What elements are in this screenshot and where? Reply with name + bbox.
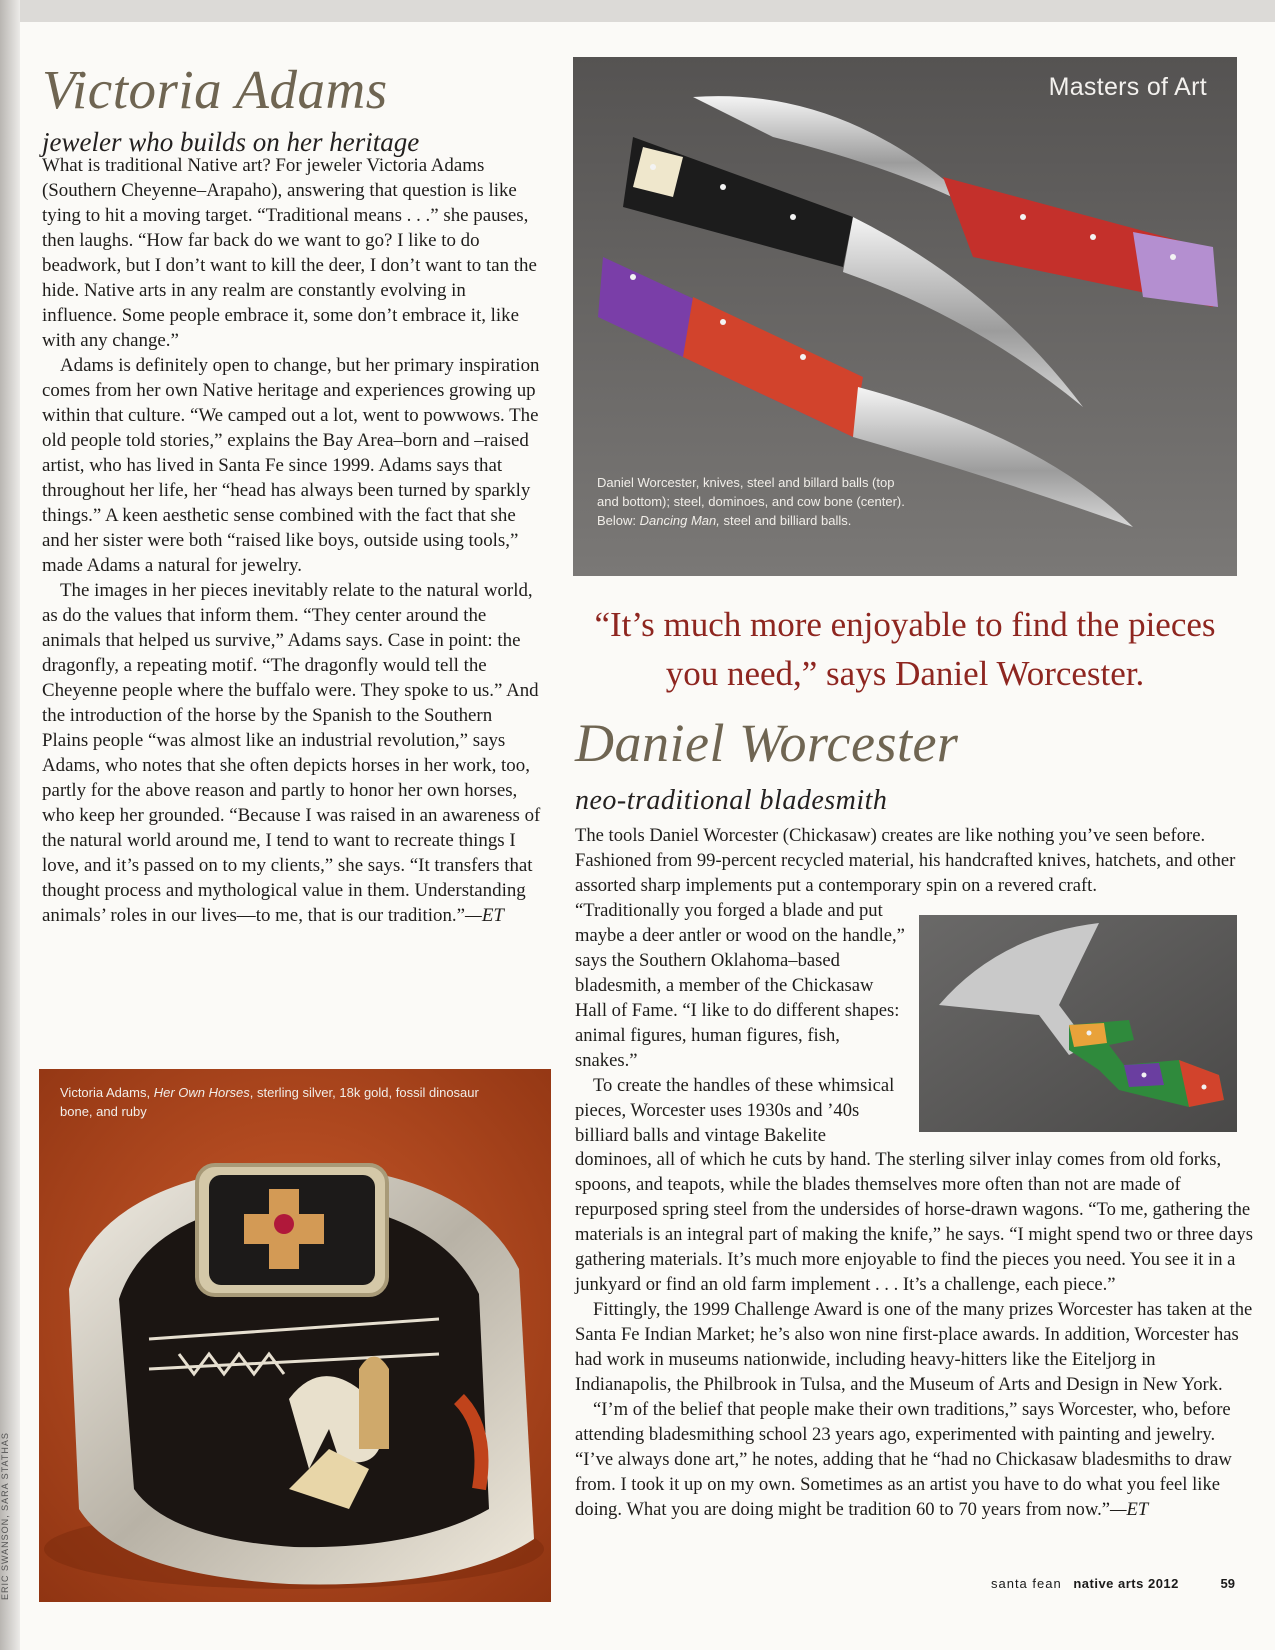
paragraph-text: “I’m of the belief that people make their own traditions,” says Worcester, who, before attending bladesmithing school 23 years ago, experimented with painting and jewelry. “I’ve always done art,” he notes, adding that he “had no Chickasaw bladesmiths to draw from. I took it up on my own. Sometimes as an artist you have to do what you feel like doing. What you are doing might be tradition 60 to 70 years from now.” [575, 1399, 1232, 1520]
caption-line: and bottom); steel, dominoes, and cow bone (center). [597, 494, 905, 509]
paragraph: To create the handles of these whimsical pieces, Worcester uses 1930s and ’40s billiard balls and vintage Bakelite [575, 1075, 895, 1146]
paragraph: What is traditional Native art? For jeweler Victoria Adams (Southern Cheyenne–Arapaho), answering that question is like tying to hit a moving target. “Traditional means . . .” she pauses, then laughs. “How far back do we want to go? I like to do beadwork, but I don’t want to kill the deer, I don’t want to tan the hide. Native arts in any realm are constantly evolving in influence. Some people embrace it, some don’t embrace it, like with any change.” [42, 155, 537, 351]
caption-text: Below: [597, 513, 640, 528]
artist-subtitle: neo-traditional bladesmith [575, 785, 888, 816]
hatchet-illustration [919, 915, 1237, 1132]
photo-caption-bracelet [60, 1083, 500, 1121]
artist-subtitle: jeweler who builds on her heritage [42, 127, 420, 157]
artwork-title: Dancing Man, [639, 513, 720, 528]
paragraph [575, 1397, 1255, 1522]
page-number: 59 [1220, 1576, 1235, 1591]
paragraph [42, 578, 542, 928]
caption-line: Daniel Worcester, knives, steel and billard balls (top [597, 475, 895, 490]
article-body-right-wrap [575, 898, 905, 1148]
issue-name: native arts 2012 [1073, 1576, 1179, 1591]
bracelet-photo [39, 1069, 551, 1602]
article-body-right-bottom [575, 1147, 1255, 1522]
artist-name-heading: Daniel Worcester [575, 713, 959, 773]
pull-quote: “It’s much more enjoyable to find the pieces you need,” says Daniel Worcester. [594, 605, 1216, 693]
paragraph: “Traditionally you forged a blade and put maybe a deer antler or wood on the handle,” says the Southern Oklahoma–based bladesmith, a member of the Chickasaw Hall of Fame. “I like to do different shapes: animal figures, human figures, fish, snakes.” [575, 900, 905, 1071]
knives-photo [573, 57, 1237, 576]
article-body-right-top [575, 823, 1255, 898]
page-top-band [0, 0, 1275, 22]
publication-name: santa fean [990, 1576, 1062, 1591]
page-spine-shadow [0, 0, 20, 1650]
paragraph-text: The images in her pieces inevitably relate to the natural world, as do the values that inform them. “They center around the animals that helped us survive,” Adams says. Case in point: the dragonfly, a repeating motif. “The dragonfly would tell the Cheyenne people where the buffalo were. They spoke to us.” And the introduction of the horse by the Spanish to the Southern Plains people “was almost like an industrial revolution,” says Adams, who notes that she often depicts horses in her work, too, partly for the above reason and partly to honor her own horses, who keep her grounded. “Because I was raised in an awareness of the natural world around me, I tend to want to recreate things I love, and it’s passed on to my clients,” she says. “It transfers that thought process and mythological value in them. Understanding animals’ roles in our lives—to me, that is our tradition.” [42, 580, 541, 926]
author-signature: —ET [1109, 1499, 1149, 1520]
paragraph: The tools Daniel Worcester (Chickasaw) creates are like nothing you’ve seen before. Fashioned from 99-percent recycled material, his handcrafted knives, hatchets, and other assorted sharp implements put a contemporary spin on a revered craft. [575, 825, 1236, 896]
article-body-left [42, 153, 542, 928]
page-footer [991, 1576, 1235, 1591]
caption-line [597, 511, 1057, 530]
artwork-title: Her Own Horses [153, 1085, 250, 1100]
section-masthead: Masters of Art [1048, 73, 1207, 101]
artist-name-heading: Victoria Adams [42, 59, 388, 120]
bracelet-illustration [39, 1069, 551, 1602]
dancing-man-photo [919, 915, 1237, 1132]
caption-text: steel and billiard balls. [719, 513, 852, 528]
caption-text: Victoria Adams, [60, 1085, 154, 1100]
paragraph: Fittingly, the 1999 Challenge Award is one of the many prizes Worcester has taken at the Santa Fe Indian Market; he’s also won nine first-place awards. In addition, Worcester has had work in museums nationwide, including heavy-hitters like the Eiteljorg in Indianapolis, the Philbrook in Tulsa, and the Museum of Arts and Design in New York. [575, 1299, 1253, 1395]
caption-text: , sterling silver, 18k gold, fossil dinosaur bone, and ruby [60, 1085, 479, 1119]
paragraph: Adams is definitely open to change, but her primary inspiration comes from her own Native heritage and experiences growing up within that culture. “We camped out a lot, went to powwows. The old people told stories,” explains the Bay Area–born and –raised artist, who has lived in Santa Fe since 1999. Adams says that throughout her life, her “head has always been turned by sparkly things.” A keen aesthetic sense combined with the fact that she and her sister were both “raised like boys, outside using tools,” made Adams a natural for jewelry. [42, 355, 540, 576]
paragraph: dominoes, all of which he cuts by hand. The sterling silver inlay comes from old forks, spoons, and teapots, while the blades themselves more often than not are made of repurposed spring steel from the undersides of horse-drawn wagons. “To me, gathering the materials is an integral part of making the knife,” he says. “I might spend two or three days gathering materials. It’s much more enjoyable to find the pieces you need. You see it in a junkyard or find an old farm implement . . . It’s a challenge, each piece.” [575, 1149, 1253, 1295]
photo-credit: ERIC SWANSON, SARA STATHAS [0, 1432, 10, 1600]
photo-caption-knives [597, 473, 1057, 530]
author-signature: —ET [465, 905, 504, 926]
